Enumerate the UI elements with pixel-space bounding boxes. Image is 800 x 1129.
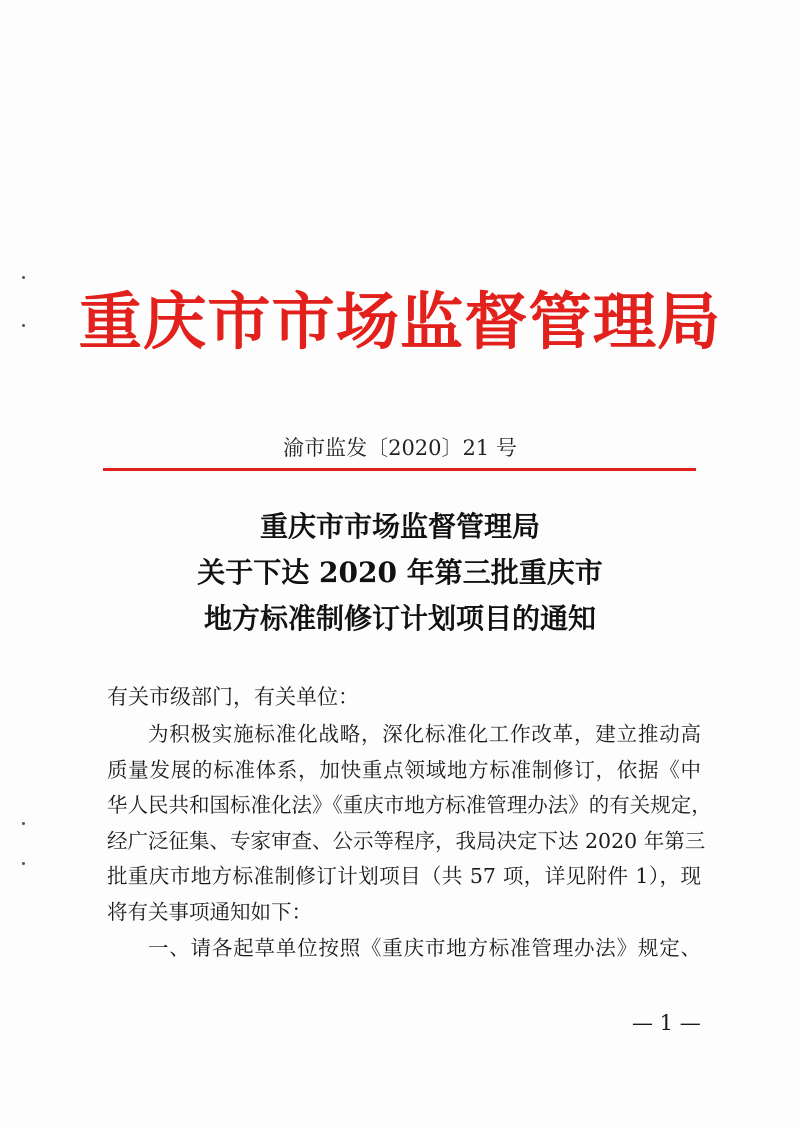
page-number: — 1 — xyxy=(632,1011,701,1035)
scan-artifact xyxy=(22,862,25,865)
notice-title-line-3: 地方标准制修订计划项目的通知 xyxy=(203,602,596,635)
body-text xyxy=(107,717,712,966)
scan-artifact xyxy=(22,822,25,825)
document-number: 渝市监发〔2020〕21 号 xyxy=(283,436,517,460)
body-line: 为积极实施标准化战略，深化标准化工作改革，建立推动高 xyxy=(148,722,701,746)
body-line: 一、请各起草单位按照《重庆市地方标准管理办法》规定、 xyxy=(148,935,701,960)
body-line: 质量发展的标准体系，加快重点领域地方标准制修订，依据《中 xyxy=(107,757,701,782)
body-line: 华人民共和国标准化法》《重庆市地方标准管理办法》的有关规定， xyxy=(107,793,712,818)
notice-title-line-1: 重庆市市场监督管理局 xyxy=(259,510,540,543)
notice-title-line-2: 关于下达 2020 年第三批重庆市 xyxy=(197,556,603,589)
body-line: 经广泛征集、专家审查、公示等程序，我局决定下达 2020 年第三 xyxy=(107,828,706,853)
notice-title xyxy=(0,504,800,642)
body-line: 将有关事项通知如下： xyxy=(107,899,312,924)
body-line: 批重庆市地方标准制修订计划项目（共 57 项，详见附件 1），现 xyxy=(107,864,701,889)
header-red-rule xyxy=(103,468,696,471)
salutation: 有关市级部门，有关单位： xyxy=(107,685,359,709)
issuer-header-title: 重庆市市场监督管理局 xyxy=(78,285,722,358)
scan-artifact xyxy=(22,276,25,279)
